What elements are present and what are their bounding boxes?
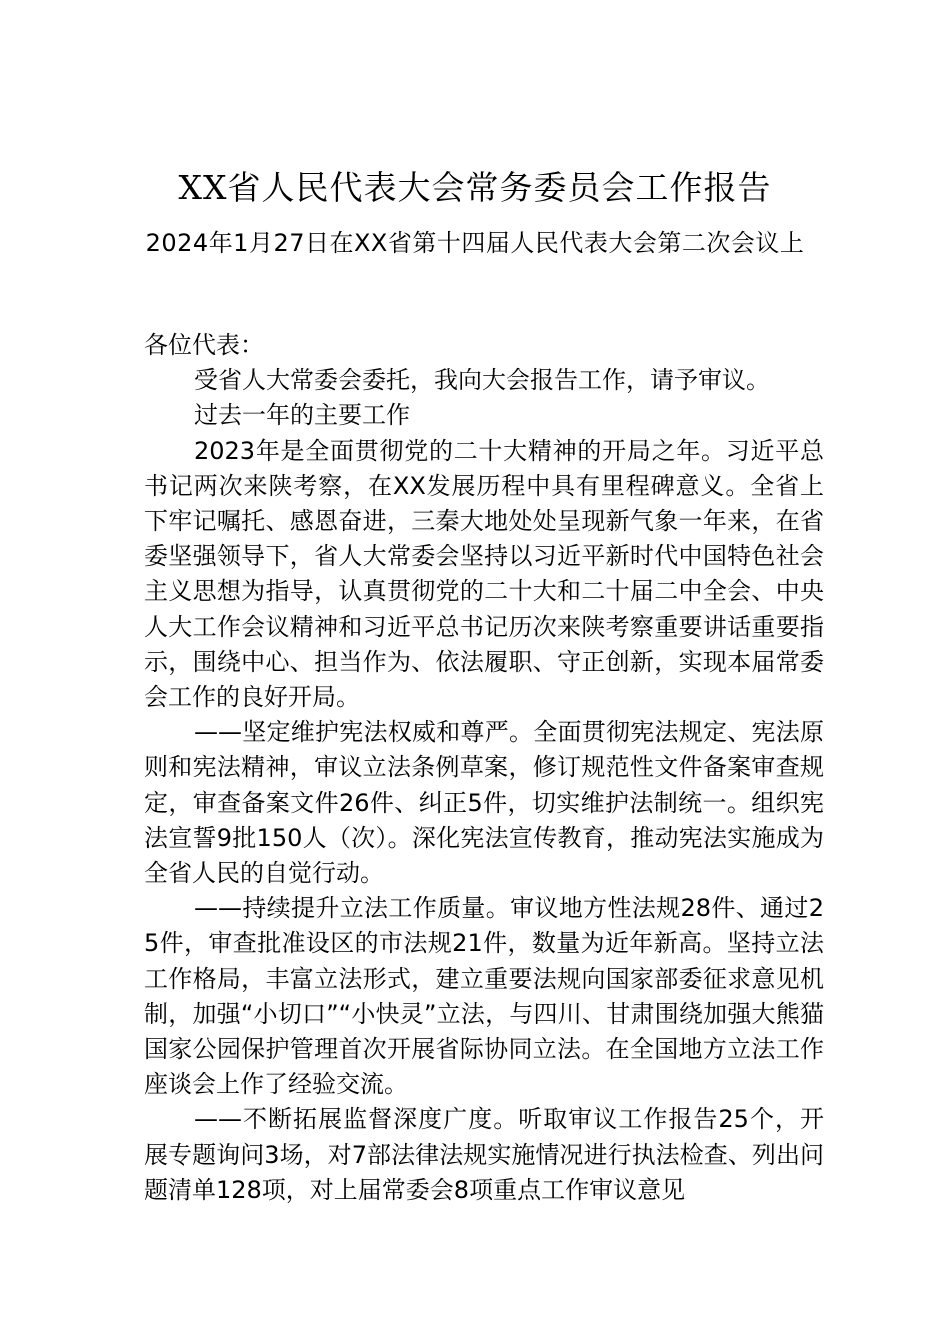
- document-title: XX省人民代表大会常务委员会工作报告: [178, 168, 772, 207]
- document-subtitle: 2024年1月27日在XX省第十四届人民代表大会第二次会议上: [145, 229, 805, 257]
- paragraph-overview-2023: 2023年是全面贯彻党的二十大精神的开局之年。习近平总书记两次来陕考察，在XX发展历程中具有里程碑意义。全省上下牢记嘱托、感恩奋进，三秦大地处处呈现新气象一年来，在省委坚强领导下，省人大常委会坚持以习近平新时代中国特色社会主义思想为指导，认真贯彻党的二十大和二十届二中全会、中央人大工作会议精神和习近平总书记历次来陕考察重要讲话重要指示，围绕中心、担当作为、依法履职、守正创新，实现本届常委会工作的良好开局。: [144, 436, 824, 712]
- paragraph-constitution: ——坚定维护宪法权威和尊严。全面贯彻宪法规定、宪法原则和宪法精神，审议立法条例草案，修订规范性文件备案审查规定，审查备案文件26件、纠正5件，切实维护法制统一。组织宪法宣誓9批150人（次）。深化宪法宣传教育，推动宪法实施成为全省人民的自觉行动。: [144, 718, 824, 888]
- document-body: [144, 328, 824, 1208]
- paragraph-entrusted: 受省人大常委会委托，我向大会报告工作，请予审议。: [194, 366, 770, 395]
- salutation: 各位代表：: [144, 331, 264, 359]
- section-heading-main-work: 过去一年的主要工作: [194, 401, 410, 430]
- paragraph-supervision: ——不断拓展监督深度广度。听取审议工作报告25个，开展专题询问3场，对7部法律法规实施情况进行执法检查、列出问题清单128项，对上届常委会8项重点工作审议意见: [144, 1105, 824, 1204]
- paragraph-legislation: ——持续提升立法工作质量。审议地方性法规28件、通过25件，审查批准设区的市法规21件，数量为近年新高。坚持立法工作格局，丰富立法形式，建立重要法规向国家部委征求意见机制，加强“小切口”“小快灵”立法，与四川、甘肃围绕加强大熊猫国家公园保护管理首次开展省际协同立法。在全国地方立法工作座谈会上作了经验交流。: [144, 894, 824, 1099]
